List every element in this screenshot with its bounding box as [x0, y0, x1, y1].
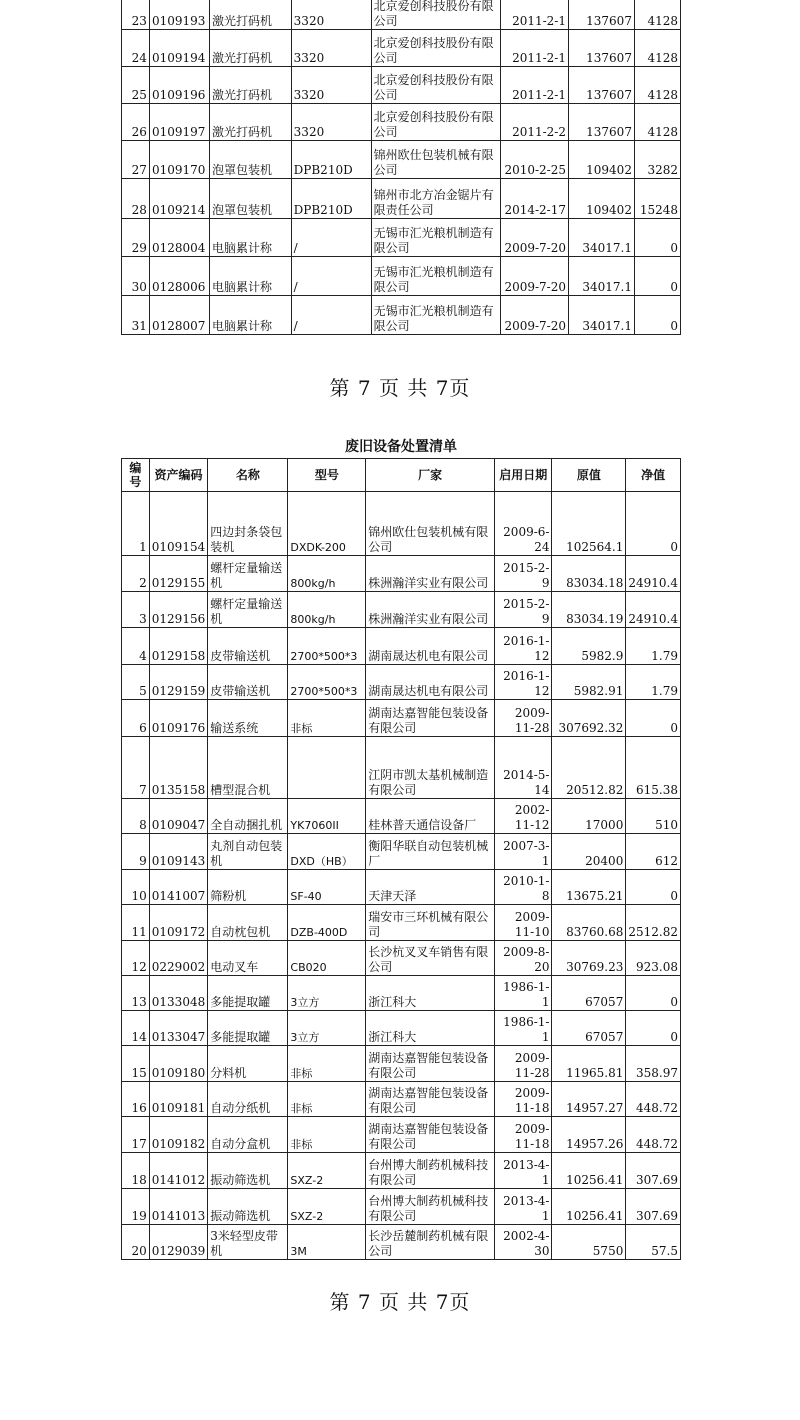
- cell-model: SXZ-2: [288, 1153, 366, 1189]
- cell-model: 3320: [291, 0, 371, 30]
- table-row: [122, 1117, 681, 1153]
- cell-model: 非标: [288, 1046, 366, 1082]
- cell-no: 11: [122, 905, 150, 941]
- cell-no: 5: [122, 665, 150, 700]
- table-row: [122, 665, 681, 700]
- table-row: [122, 700, 681, 737]
- cell-name: 螺杆定量输送机: [208, 592, 288, 628]
- cell-date: 2014-5-14: [495, 737, 552, 799]
- table-row: [122, 1225, 681, 1260]
- cell-model: /: [291, 257, 371, 296]
- table-row: [122, 1082, 681, 1117]
- cell-maker: 桂林普天通信设备厂: [366, 799, 495, 834]
- cell-orig: 34017.1: [569, 296, 635, 335]
- cell-maker: 台州博大制药机械科技有限公司: [366, 1189, 495, 1225]
- cell-date: 2009-7-20: [501, 257, 569, 296]
- cell-code: 0109194: [149, 30, 209, 67]
- table-row: [122, 592, 681, 628]
- cell-maker: 长沙杭叉叉车销售有限公司: [366, 941, 495, 976]
- cell-code: 0128007: [149, 296, 209, 335]
- cell-orig: 13675.21: [552, 870, 626, 905]
- cell-orig: 102564.1: [552, 492, 626, 556]
- cell-orig: 83034.19: [552, 592, 626, 628]
- cell-maker: 无锡市汇光粮机制造有限公司: [371, 257, 501, 296]
- cell-maker: 湖南晟达机电有限公司: [366, 628, 495, 665]
- cell-date: 2002-4-30: [495, 1225, 552, 1260]
- cell-no: 23: [122, 0, 150, 30]
- cell-model: 2700*500*3: [288, 628, 366, 665]
- cell-name: 多能提取罐: [208, 976, 288, 1011]
- cell-code: 0129155: [149, 556, 207, 592]
- cell-code: 0129039: [149, 1225, 207, 1260]
- cell-no: 1: [122, 492, 150, 556]
- cell-maker: 北京爱创科技股份有限公司: [371, 30, 501, 67]
- cell-name: 激光打码机: [209, 0, 291, 30]
- cell-code: 0109170: [149, 141, 209, 179]
- cell-maker: 浙江科大: [366, 1011, 495, 1046]
- cell-no: 4: [122, 628, 150, 665]
- cell-date: 2015-2-9: [495, 592, 552, 628]
- cell-name: 振动筛选机: [208, 1153, 288, 1189]
- cell-code: 0109154: [149, 492, 207, 556]
- cell-orig: 34017.1: [569, 219, 635, 257]
- cell-name: 皮带输送机: [208, 665, 288, 700]
- cell-orig: 17000: [552, 799, 626, 834]
- cell-no: 15: [122, 1046, 150, 1082]
- cell-no: 12: [122, 941, 150, 976]
- cell-date: 2009-7-20: [501, 296, 569, 335]
- cell-code: 0109176: [149, 700, 207, 737]
- cell-code: 0141007: [149, 870, 207, 905]
- cell-model: 3立方: [288, 976, 366, 1011]
- cell-date: 2010-1-8: [495, 870, 552, 905]
- cell-code: 0109197: [149, 104, 209, 141]
- cell-code: 0128006: [149, 257, 209, 296]
- cell-net: 2512.82: [626, 905, 681, 941]
- table-row: [122, 556, 681, 592]
- cell-model: 3立方: [288, 1011, 366, 1046]
- cell-orig: 307692.32: [552, 700, 626, 737]
- cell-net: 448.72: [626, 1117, 681, 1153]
- cell-orig: 5982.91: [552, 665, 626, 700]
- table-row: [122, 67, 681, 104]
- cell-no: 3: [122, 592, 150, 628]
- cell-model: SXZ-2: [288, 1189, 366, 1225]
- cell-no: 27: [122, 141, 150, 179]
- cell-model: 3320: [291, 104, 371, 141]
- cell-date: 2007-3-1: [495, 834, 552, 870]
- cell-date: 2002-11-12: [495, 799, 552, 834]
- cell-orig: 20400: [552, 834, 626, 870]
- cell-no: 2: [122, 556, 150, 592]
- cell-name: 电脑累计称: [209, 296, 291, 335]
- cell-no: 6: [122, 700, 150, 737]
- cell-code: 0141012: [149, 1153, 207, 1189]
- cell-maker: 湖南达嘉智能包装设备有限公司: [366, 700, 495, 737]
- cell-net: 0: [634, 296, 680, 335]
- header-orig: 原值: [552, 459, 626, 492]
- cell-name: 电脑累计称: [209, 257, 291, 296]
- header-maker: 厂家: [366, 459, 495, 492]
- cell-no: 24: [122, 30, 150, 67]
- cell-name: 皮带输送机: [208, 628, 288, 665]
- cell-orig: 109402: [569, 179, 635, 219]
- cell-name: 自动分盒机: [208, 1117, 288, 1153]
- cell-orig: 20512.82: [552, 737, 626, 799]
- cell-no: 10: [122, 870, 150, 905]
- cell-name: 激光打码机: [209, 30, 291, 67]
- cell-name: 丸剂自动包装机: [208, 834, 288, 870]
- cell-name: 全自动捆扎机: [208, 799, 288, 834]
- cell-code: 0109214: [149, 179, 209, 219]
- cell-date: 2009-11-28: [495, 700, 552, 737]
- cell-maker: 锦州市北方冶金锯片有限责任公司: [371, 179, 501, 219]
- cell-net: 15248: [634, 179, 680, 219]
- cell-date: 2009-8-20: [495, 941, 552, 976]
- cell-name: 3米轻型皮带机: [208, 1225, 288, 1260]
- cell-code: 0129156: [149, 592, 207, 628]
- cell-maker: 北京爱创科技股份有限公司: [371, 104, 501, 141]
- cell-model: 3M: [288, 1225, 366, 1260]
- header-code: 资产编码: [149, 459, 207, 492]
- disposal-list-table: [121, 458, 681, 1260]
- cell-maker: 湖南达嘉智能包装设备有限公司: [366, 1046, 495, 1082]
- cell-net: 0: [626, 492, 681, 556]
- cell-net: 612: [626, 834, 681, 870]
- cell-no: 17: [122, 1117, 150, 1153]
- cell-code: 0109193: [149, 0, 209, 30]
- table-row: [122, 30, 681, 67]
- cell-name: 泡罩包装机: [209, 179, 291, 219]
- cell-no: 14: [122, 1011, 150, 1046]
- cell-orig: 109402: [569, 141, 635, 179]
- cell-orig: 11965.81: [552, 1046, 626, 1082]
- cell-net: 57.5: [626, 1225, 681, 1260]
- cell-orig: 67057: [552, 1011, 626, 1046]
- cell-model: CB020: [288, 941, 366, 976]
- cell-model: /: [291, 296, 371, 335]
- upper-asset-table: [121, 0, 681, 335]
- cell-no: 13: [122, 976, 150, 1011]
- cell-date: 2013-4-1: [495, 1189, 552, 1225]
- cell-model: 非标: [288, 700, 366, 737]
- cell-code: 0109047: [149, 799, 207, 834]
- header-model: 型号: [288, 459, 366, 492]
- table-row: [122, 628, 681, 665]
- table-row: [122, 834, 681, 870]
- cell-no: 28: [122, 179, 150, 219]
- cell-code: 0109196: [149, 67, 209, 104]
- table-row: [122, 1046, 681, 1082]
- cell-maker: 长沙岳麓制药机械有限公司: [366, 1225, 495, 1260]
- cell-code: 0109182: [149, 1117, 207, 1153]
- table-header-row: [122, 459, 681, 492]
- table-row: [122, 1189, 681, 1225]
- cell-net: 615.38: [626, 737, 681, 799]
- cell-net: 1.79: [626, 665, 681, 700]
- cell-net: 307.69: [626, 1153, 681, 1189]
- cell-orig: 83034.18: [552, 556, 626, 592]
- cell-model: /: [291, 219, 371, 257]
- cell-net: 24910.4: [626, 592, 681, 628]
- cell-maker: 湖南达嘉智能包装设备有限公司: [366, 1082, 495, 1117]
- cell-no: 29: [122, 219, 150, 257]
- header-date: 启用日期: [495, 459, 552, 492]
- cell-no: 9: [122, 834, 150, 870]
- cell-model: 非标: [288, 1082, 366, 1117]
- cell-model: 非标: [288, 1117, 366, 1153]
- table-row: [122, 941, 681, 976]
- cell-maker: 天津天泽: [366, 870, 495, 905]
- table-row: [122, 219, 681, 257]
- cell-date: 2009-11-18: [495, 1117, 552, 1153]
- cell-date: 2016-1-12: [495, 628, 552, 665]
- cell-net: 0: [626, 1011, 681, 1046]
- header-name: 名称: [208, 459, 288, 492]
- cell-name: 输送系统: [208, 700, 288, 737]
- cell-date: 1986-1-1: [495, 976, 552, 1011]
- cell-no: 7: [122, 737, 150, 799]
- table-row: [122, 296, 681, 335]
- cell-date: 2011-2-1: [501, 30, 569, 67]
- cell-orig: 83760.68: [552, 905, 626, 941]
- cell-model: DZB-400D: [288, 905, 366, 941]
- cell-maker: 锦州欧仕包装机械有限公司: [371, 141, 501, 179]
- cell-code: 0133047: [149, 1011, 207, 1046]
- cell-orig: 5982.9: [552, 628, 626, 665]
- cell-date: 2011-2-1: [501, 67, 569, 104]
- cell-date: 2016-1-12: [495, 665, 552, 700]
- cell-maker: 浙江科大: [366, 976, 495, 1011]
- cell-code: 0129158: [149, 628, 207, 665]
- cell-orig: 137607: [569, 30, 635, 67]
- cell-orig: 5750: [552, 1225, 626, 1260]
- cell-maker: 湖南达嘉智能包装设备有限公司: [366, 1117, 495, 1153]
- cell-model: 800kg/h: [288, 556, 366, 592]
- cell-net: 4128: [634, 104, 680, 141]
- table-row: [122, 799, 681, 834]
- cell-no: 20: [122, 1225, 150, 1260]
- table-row: [122, 104, 681, 141]
- cell-no: 25: [122, 67, 150, 104]
- table-row: [122, 737, 681, 799]
- cell-net: 4128: [634, 0, 680, 30]
- cell-model: 2700*500*3: [288, 665, 366, 700]
- cell-name: 泡罩包装机: [209, 141, 291, 179]
- cell-maker: 锦州欧仕包装机械有限公司: [366, 492, 495, 556]
- cell-name: 激光打码机: [209, 104, 291, 141]
- cell-orig: 14957.27: [552, 1082, 626, 1117]
- cell-maker: 江阴市凯太基机械制造有限公司: [366, 737, 495, 799]
- cell-date: 2009-7-20: [501, 219, 569, 257]
- cell-orig: 34017.1: [569, 257, 635, 296]
- cell-maker: 台州博大制药机械科技有限公司: [366, 1153, 495, 1189]
- cell-maker: 瑞安市三环机械有限公司: [366, 905, 495, 941]
- cell-net: 24910.4: [626, 556, 681, 592]
- cell-no: 18: [122, 1153, 150, 1189]
- cell-name: 四边封条袋包装机: [208, 492, 288, 556]
- cell-no: 16: [122, 1082, 150, 1117]
- cell-code: 0229002: [149, 941, 207, 976]
- cell-maker: 无锡市汇光粮机制造有限公司: [371, 219, 501, 257]
- cell-net: 0: [626, 870, 681, 905]
- header-net: 净值: [626, 459, 681, 492]
- cell-net: 0: [626, 976, 681, 1011]
- cell-code: 0128004: [149, 219, 209, 257]
- table-row: [122, 1011, 681, 1046]
- cell-orig: 137607: [569, 104, 635, 141]
- table-row: [122, 870, 681, 905]
- cell-code: 0109143: [149, 834, 207, 870]
- table-row: [122, 976, 681, 1011]
- cell-date: 2009-11-10: [495, 905, 552, 941]
- cell-date: 2014-2-17: [501, 179, 569, 219]
- cell-model: 800kg/h: [288, 592, 366, 628]
- cell-no: 8: [122, 799, 150, 834]
- table-row: [122, 141, 681, 179]
- table-row: [122, 179, 681, 219]
- cell-maker: 株洲瀚洋实业有限公司: [366, 556, 495, 592]
- cell-orig: 10256.41: [552, 1189, 626, 1225]
- cell-code: 0129159: [149, 665, 207, 700]
- cell-orig: 30769.23: [552, 941, 626, 976]
- cell-date: 2011-2-2: [501, 104, 569, 141]
- cell-date: 2011-2-1: [501, 0, 569, 30]
- cell-code: 0141013: [149, 1189, 207, 1225]
- cell-net: 448.72: [626, 1082, 681, 1117]
- cell-name: 电脑累计称: [209, 219, 291, 257]
- cell-model: DXD（HB）: [288, 834, 366, 870]
- cell-date: 2015-2-9: [495, 556, 552, 592]
- cell-orig: 137607: [569, 0, 635, 30]
- cell-net: 1.79: [626, 628, 681, 665]
- cell-code: 0109181: [149, 1082, 207, 1117]
- page-footer-2: 第 7 页 共 7页: [329, 1290, 471, 1314]
- cell-maker: 北京爱创科技股份有限公司: [371, 67, 501, 104]
- cell-code: 0135158: [149, 737, 207, 799]
- cell-model: YK7060II: [288, 799, 366, 834]
- cell-model: DPB210D: [291, 179, 371, 219]
- cell-net: 4128: [634, 67, 680, 104]
- cell-name: 分料机: [208, 1046, 288, 1082]
- table-row: [122, 0, 681, 30]
- cell-maker: 衡阳华联自动包装机械厂: [366, 834, 495, 870]
- table-row: [122, 905, 681, 941]
- cell-name: 槽型混合机: [208, 737, 288, 799]
- cell-net: 0: [626, 700, 681, 737]
- cell-maker: 湖南晟达机电有限公司: [366, 665, 495, 700]
- cell-orig: 67057: [552, 976, 626, 1011]
- cell-date: 2009-11-18: [495, 1082, 552, 1117]
- cell-name: 螺杆定量输送机: [208, 556, 288, 592]
- cell-model: [288, 737, 366, 799]
- cell-orig: 14957.26: [552, 1117, 626, 1153]
- table-row: [122, 492, 681, 556]
- cell-net: 0: [634, 257, 680, 296]
- cell-net: 3282: [634, 141, 680, 179]
- page-footer: 第 7 页 共 7页: [329, 376, 471, 400]
- cell-orig: 10256.41: [552, 1153, 626, 1189]
- cell-model: 3320: [291, 30, 371, 67]
- cell-name: 多能提取罐: [208, 1011, 288, 1046]
- cell-name: 自动枕包机: [208, 905, 288, 941]
- table-row: [122, 257, 681, 296]
- cell-model: SF-40: [288, 870, 366, 905]
- cell-net: 307.69: [626, 1189, 681, 1225]
- cell-net: 510: [626, 799, 681, 834]
- cell-no: 26: [122, 104, 150, 141]
- cell-name: 电动叉车: [208, 941, 288, 976]
- cell-net: 4128: [634, 30, 680, 67]
- cell-maker: 北京爱创科技股份有限公司: [371, 0, 501, 30]
- cell-date: 2009-6-24: [495, 492, 552, 556]
- cell-net: 0: [634, 219, 680, 257]
- table-row: [122, 1153, 681, 1189]
- cell-code: 0109180: [149, 1046, 207, 1082]
- cell-maker: 株洲瀚洋实业有限公司: [366, 592, 495, 628]
- cell-name: 筛粉机: [208, 870, 288, 905]
- header-no: 编号: [122, 459, 150, 492]
- cell-maker: 无锡市汇光粮机制造有限公司: [371, 296, 501, 335]
- cell-no: 30: [122, 257, 150, 296]
- cell-name: 振动筛选机: [208, 1189, 288, 1225]
- cell-no: 19: [122, 1189, 150, 1225]
- cell-name: 自动分纸机: [208, 1082, 288, 1117]
- cell-net: 358.97: [626, 1046, 681, 1082]
- cell-no: 31: [122, 296, 150, 335]
- cell-date: 1986-1-1: [495, 1011, 552, 1046]
- cell-net: 923.08: [626, 941, 681, 976]
- cell-date: 2010-2-25: [501, 141, 569, 179]
- cell-code: 0133048: [149, 976, 207, 1011]
- cell-date: 2009-11-28: [495, 1046, 552, 1082]
- cell-model: DPB210D: [291, 141, 371, 179]
- cell-orig: 137607: [569, 67, 635, 104]
- cell-model: DXDK-200: [288, 492, 366, 556]
- cell-model: 3320: [291, 67, 371, 104]
- cell-code: 0109172: [149, 905, 207, 941]
- cell-name: 激光打码机: [209, 67, 291, 104]
- cell-date: 2013-4-1: [495, 1153, 552, 1189]
- document-title: 废旧设备处置清单: [345, 439, 457, 455]
